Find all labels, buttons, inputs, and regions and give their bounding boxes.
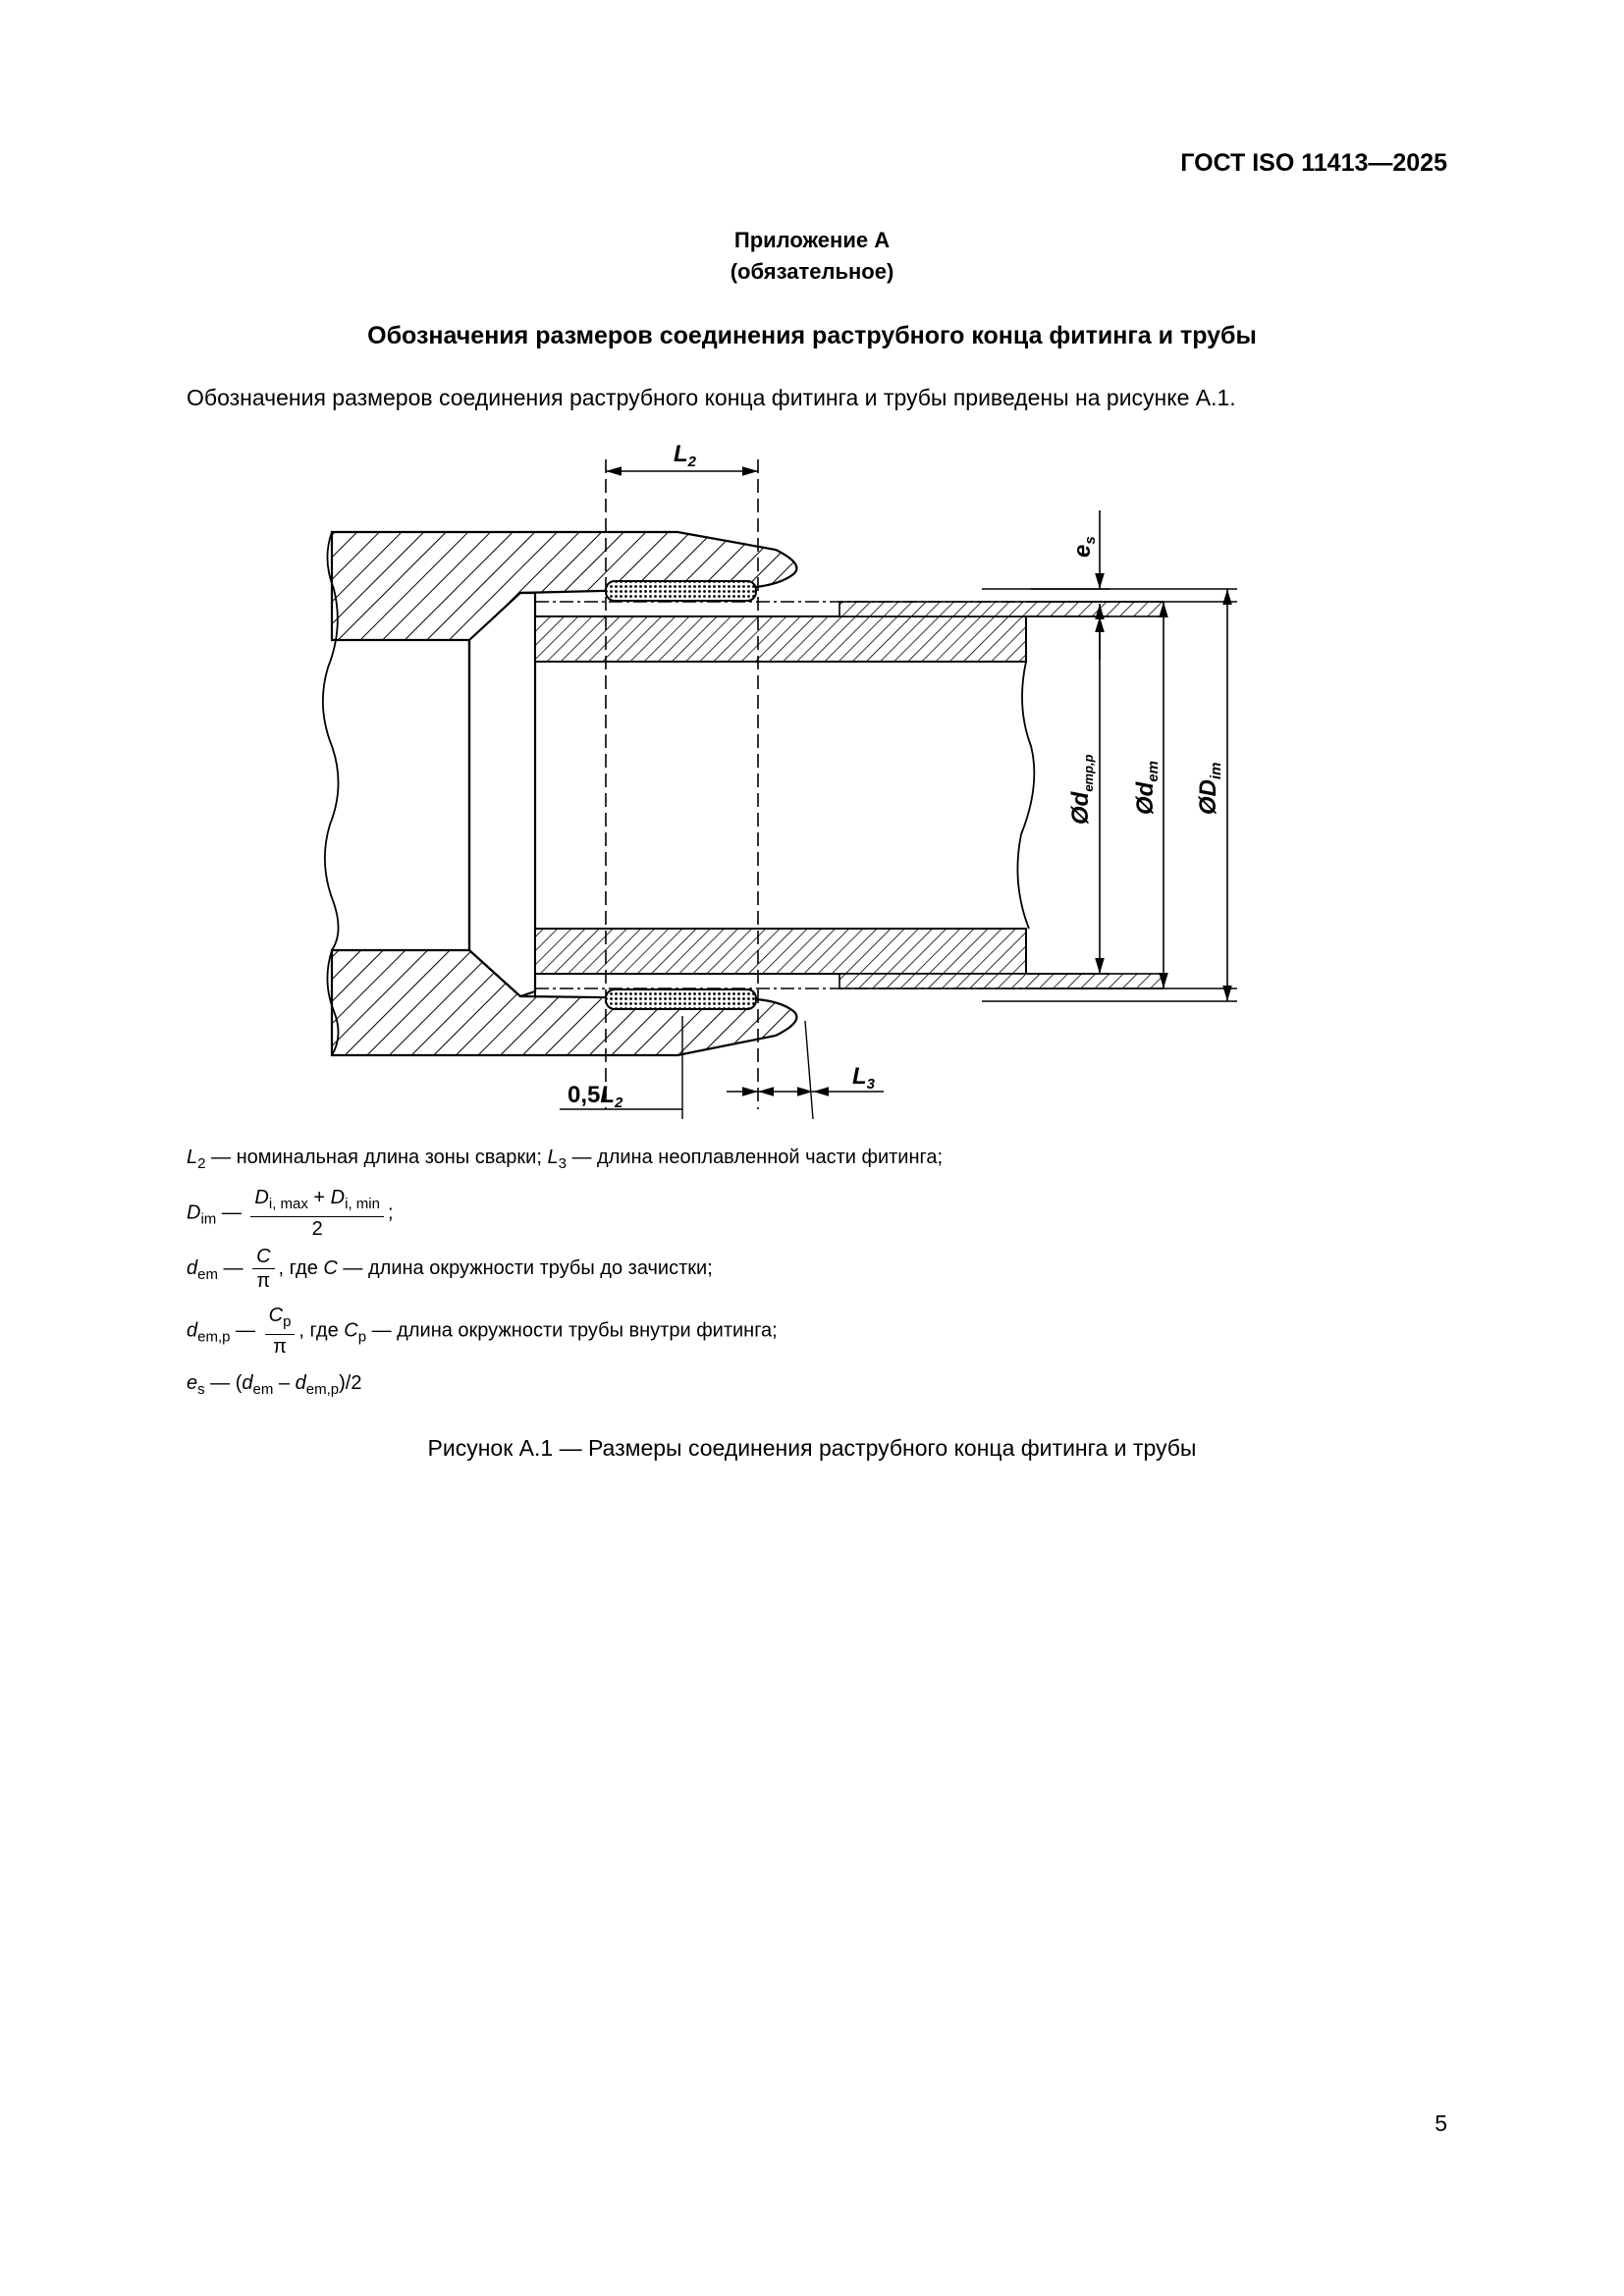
weld-coil-lower (606, 989, 756, 1009)
figure-caption: Рисунок А.1 — Размеры соединения раструбного конца фитинга и трубы (427, 1435, 1197, 1461)
joint-diagram (295, 422, 1276, 1139)
label-d-emp: $Ød_{emp,p}$ (1067, 754, 1096, 825)
label-d-im: $ØD_{im}$ (1195, 762, 1224, 815)
legend-line-5: $e_s$ — $(d_{em} - d_{em,p})/2$ (187, 1372, 362, 1398)
legend-line-1: $L_2$ — номинальная длина зоны сварки; $L_3$ — длина неоплавленной части фитинга; (187, 1147, 944, 1172)
section-title: Обозначения размеров соединения раструбного конца фитинга и трубы (367, 322, 1257, 349)
standard-id: ГОСТ ISO 11413—2025 (1180, 149, 1447, 177)
pipe-upper-wall (535, 616, 1026, 662)
legend-line-3: $d_{em}$ — $\frac{C}{\pi}$ , где C — длина окружности трубы до зачистки; (187, 1246, 713, 1292)
label-half-l2: $0,5L_2$ (568, 1082, 623, 1111)
annex-status: (обязательное) (730, 259, 894, 284)
label-d-em: $Ød_{em}$ (1132, 760, 1162, 815)
intro-paragraph: Обозначения размеров соединения раструбного конца фитинга и трубы приведены на рисунке А.1. (187, 385, 1236, 410)
page-number: 5 (1435, 2110, 1447, 2136)
legend-line-4: $d_{em,p}$ — $\frac{C_p}{\pi}$ , где $C_p$ — длина окружности трубы внутри фитинга; (187, 1305, 778, 1358)
weld-coil-upper (606, 581, 756, 601)
label-l2: $L_2$ (674, 441, 697, 470)
socket-stop (469, 593, 535, 996)
label-l3: $L_3$ (852, 1063, 876, 1093)
annex-title: Приложение А (733, 228, 891, 252)
pipe-lower-wall (535, 929, 1026, 974)
legend-line-2: $D_{im}$ — $\frac{D_{i, max} + D_{i, min}}{2}$ ; (187, 1187, 394, 1240)
break-line-left (323, 532, 339, 950)
label-es: $e_s$ (1069, 536, 1099, 558)
